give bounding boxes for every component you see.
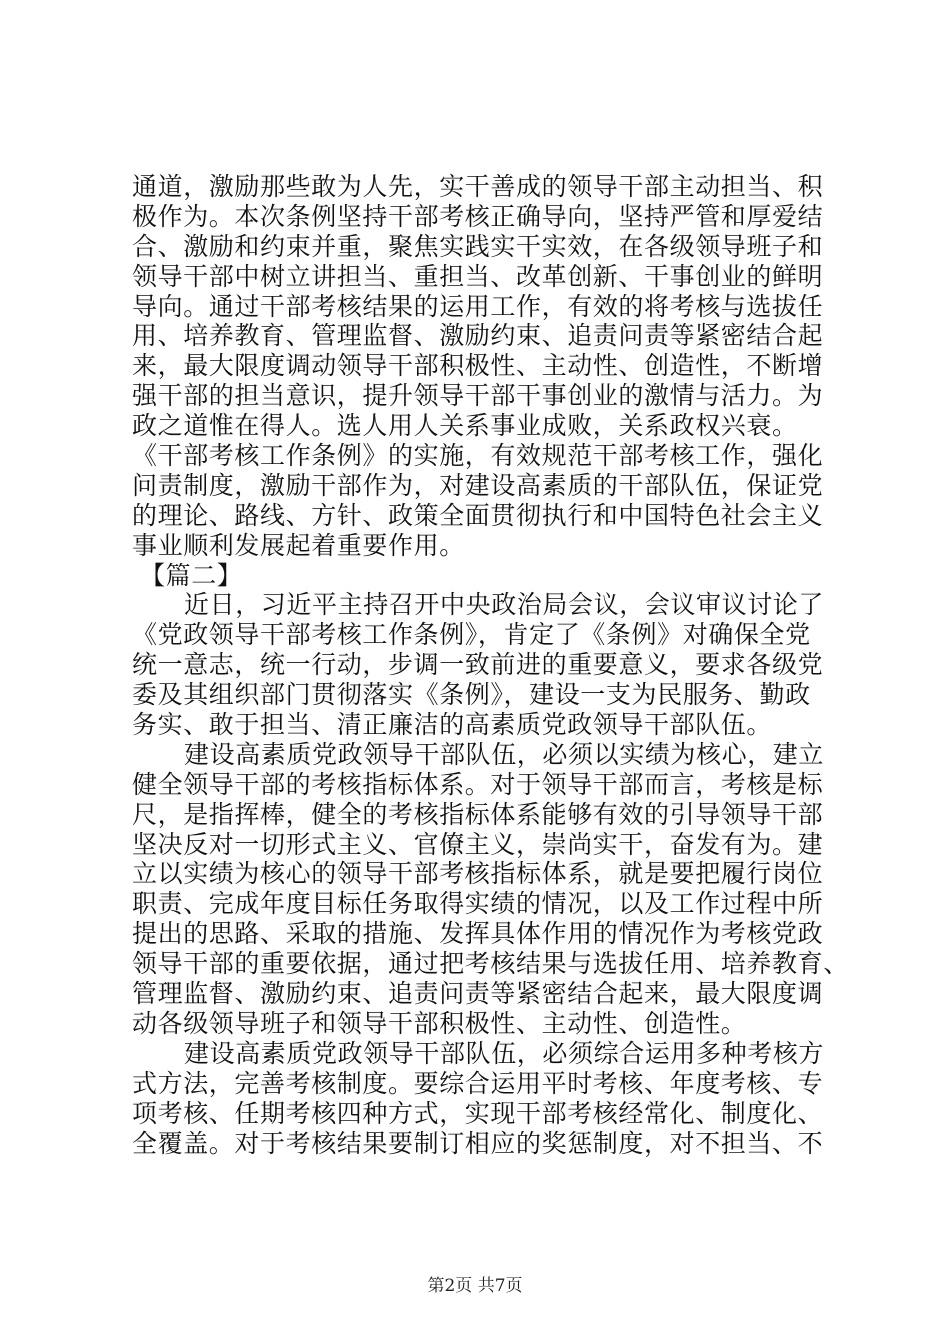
text-line: 职责、完成年度目标任务取得实绩的情况，以及工作过程中所 [132,889,824,919]
text-line: 通道，激励那些敢为人先，实干善成的领导干部主动担当、积 [132,172,824,201]
text-line: 的理论、路线、方针、政策全面贯彻执行和中国特色社会主义 [132,500,824,530]
section-heading: 【篇二】 [140,560,243,590]
text-line: 动各级领导班子和领导干部积极性、主动性、创造性。 [132,1008,747,1038]
text-line: 《党政领导干部考核工作条例》，肯定了《条例》对确保全党 [132,620,811,650]
text-line: 尺，是指挥棒，健全的考核指标体系能够有效的引导领导干部 [132,799,824,829]
text-line: 近日，习近平主持召开中央政治局会议，会议审议讨论了 [184,590,825,620]
text-line: 来，最大限度调动领导干部积极性、主动性、创造性，不断增 [132,351,824,381]
text-line: 领导干部的重要依据，通过把考核结果与选拔任用、培养教育、 [132,949,849,979]
text-line: 合、激励和约束并重，聚焦实践实干实效，在各级领导班子和 [132,231,824,261]
text-line: 统一意志，统一行动，步调一致前进的重要意义，要求各级党 [132,650,824,680]
text-line: 建设高素质党政领导干部队伍，必须综合运用多种考核方 [184,1038,825,1068]
text-line: 政之道惟在得人。选人用人关系事业成败，关系政权兴衰。 [132,411,798,441]
text-line: 提出的思路、采取的措施、发挥具体作用的情况作为考核党政 [132,919,824,949]
text-line: 健全领导干部的考核指标体系。对于领导干部而言，考核是标 [132,769,824,799]
text-line: 委及其组织部门贯彻落实《条例》，建设一支为民服务、勤政 [132,680,811,710]
text-line: 坚决反对一切形式主义、官僚主义，崇尚实干，奋发有为。建 [132,829,824,859]
text-line: 务实、敢于担当、清正廉洁的高素质党政领导干部队伍。 [132,710,773,740]
text-line: 导向。通过干部考核结果的运用工作，有效的将考核与选拔任 [132,291,824,321]
text-line: 极作为。本次条例坚持干部考核正确导向，坚持严管和厚爱结 [132,201,824,231]
document-body [132,172,849,1158]
page-footer: 第2页 共7页 [427,1276,523,1296]
text-line: 式方法，完善考核制度。要综合运用平时考核、年度考核、专 [132,1068,824,1098]
text-line: 全覆盖。对于考核结果要制订相应的奖惩制度，对不担当、不 [132,1128,824,1158]
text-line: 事业顺利发展起着重要作用。 [132,530,465,560]
text-line: 用、培养教育、管理监督、激励约束、追责问责等紧密结合起 [132,321,824,351]
text-line: 立以实绩为核心的领导干部考核指标体系，就是要把履行岗位 [132,859,824,889]
text-line: 建设高素质党政领导干部队伍，必须以实绩为核心，建立 [184,739,825,769]
text-line: 项考核、任期考核四种方式，实现干部考核经常化、制度化、 [132,1098,824,1128]
text-line: 领导干部中树立讲担当、重担当、改革创新、干事创业的鲜明 [132,261,824,291]
text-line: 问责制度，激励干部作为，对建设高素质的干部队伍，保证党 [132,470,824,500]
text-line: 管理监督、激励约束、追责问责等紧密结合起来，最大限度调 [132,979,824,1009]
text-line: 强干部的担当意识，提升领导干部干事创业的激情与活力。为 [132,381,824,411]
text-line: 《干部考核工作条例》的实施，有效规范干部考核工作，强化 [132,441,824,471]
